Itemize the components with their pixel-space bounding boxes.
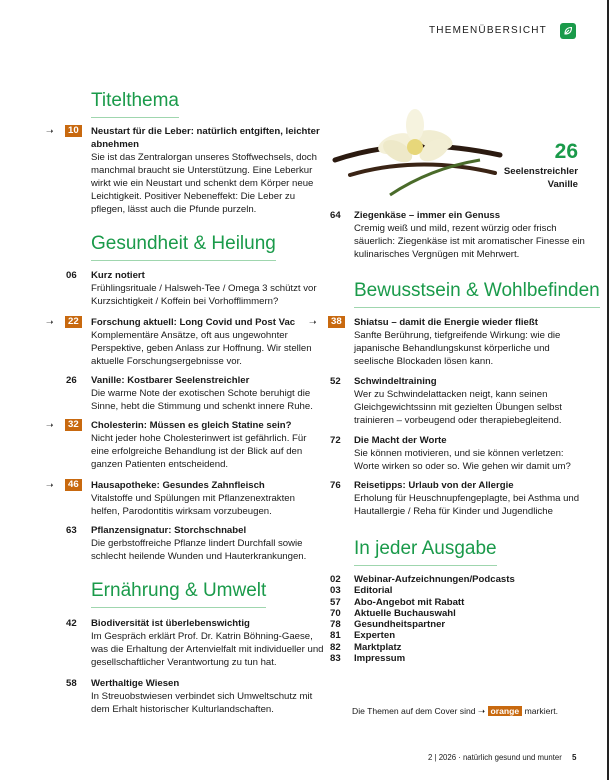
section-heading: Ernährung & Umwelt [91,579,266,608]
page-number: 57 [330,596,341,608]
entry-text: Erholung für Heuschnupfengeplagte, bei Asthma und Hautallergie / Reha für Kinder und Jugendliche [354,493,580,517]
cover-arrow-icon: ➝ [477,706,486,716]
regular-items-list [330,574,515,664]
entry-title: Die Macht der Worte [354,435,447,446]
item-label: Marktplatz [354,641,402,653]
entry-title: Schwindeltraining [354,376,437,387]
section-titelthema [91,89,179,118]
entry-title: Pflanzensignatur: Storchschnabel [91,525,247,536]
entry-title: Werthaltige Wiesen [91,678,180,689]
vanilla-flower-image [330,105,505,210]
entry-text: In Streuobstwiesen verbindet sich Umweltschutz mit dem Erhalt historischer Kulturlandschaften. [91,691,313,715]
toc-entry[interactable] [354,479,589,518]
entry-text: Die gerbstoffreiche Pflanze lindert Durchfall sowie schlecht heilende Wunden und Hauterkrankungen. [91,538,307,562]
page-number: 03 [330,585,341,597]
entry-title: Vanille: Kostbarer Seelenstreichler [91,375,250,386]
toc-entry[interactable] [91,316,326,368]
item-label: Impressum [354,653,406,665]
page-number: 78 [330,619,341,631]
page-number: 32 [65,419,82,431]
page-number: 64 [330,210,341,221]
page-number: 46 [65,479,82,491]
list-item[interactable] [330,608,515,619]
page-number: 52 [330,376,341,387]
toc-entry[interactable] [91,419,326,471]
page-number: 58 [66,678,77,689]
page-number: 06 [66,270,77,281]
footer-issue: 2 | 2026 · natürlich gesund und munter [428,753,562,762]
section-heading: Gesundheit & Heilung [91,232,276,261]
note-highlight: orange [488,706,523,716]
toc-entry[interactable] [354,375,589,427]
list-item[interactable] [330,653,515,664]
entry-title: Neustart für die Leber: natürlich entgiften, leichter abnehmen [91,126,320,150]
cover-arrow-icon: ➝ [46,420,53,430]
item-label: Experten [354,630,396,642]
footer-page-number: 5 [572,753,577,762]
entry-title: Hausapotheke: Gesundes Zahnfleisch [91,480,265,491]
toc-entry[interactable] [354,434,589,473]
item-label: Webinar-Aufzeichnungen/Podcasts [354,574,515,585]
list-item[interactable] [330,574,515,585]
item-label: Gesundheitspartner [354,619,446,631]
entry-text: Wer zu Schwindelattacken neigt, kann seinen Gleichgewichtssinn mit gezielten Übungen selbst trainieren – vorbeugend oder therapiebegleitend. [354,389,562,426]
toc-entry[interactable] [91,617,326,669]
item-label: Editorial [354,585,393,597]
toc-entry[interactable] [91,269,326,308]
entry-text: Sanfte Berührung, tiefgreifende Wirkung: wie die japanische Behandlungskunst körperliche und seelische Blockaden lösen kann. [354,330,561,367]
entry-title: Reisetipps: Urlaub von der Allergie [354,480,514,491]
toc-entry[interactable] [91,125,326,216]
section-gesundheit [91,232,276,261]
entry-text: Sie ist das Zentralorgan unseres Stoffwechsels, doch manchmal braucht sie Unterstützung. Eine Leberkur wirkt wie ein Neustart und schenkt dem Körper neue Leichtigkeit. Positiver Nebeneffekt: Die Leber zu pflegen, lässt auch die Pfunde purzeln. [91,152,317,215]
cover-arrow-icon: ➝ [46,126,53,136]
header-title: THEMENÜBERSICHT [428,25,547,36]
entry-title: Forschung aktuell: Long Covid und Post Vac [91,317,296,328]
section-ernaehrung [91,579,266,608]
toc-entry[interactable] [354,316,589,368]
section-heading: Titelthema [91,89,179,118]
cover-arrow-icon: ➝ [46,480,53,490]
entry-title: Cholesterin: Müssen es gleich Statine sein? [91,420,292,431]
page-number: 63 [66,525,77,536]
entry-text: Nicht jeder hohe Cholesterinwert ist gefährlich. Für eine erfolgreiche Behandlung ist der Blick auf den ganzen Patienten entscheidend. [91,433,307,470]
entry-text: Vitalstoffe und Spülungen mit Pflanzenextrakten helfen, Parodontitis wirksam vorzubeugen. [91,493,295,517]
entry-title: Shiatsu – damit die Energie wieder fließt [354,317,538,328]
section-bewusstsein [354,279,600,308]
entry-text: Frühlingsrituale / Halsweh-Tee / Omega 3 schützt vor Kurzsichtigkeit / Koffein bei Vorhofflimmern? [91,283,317,307]
toc-entry[interactable] [91,677,326,716]
page-number: 70 [330,607,341,619]
page-number: 81 [330,630,341,642]
entry-title: Kurz notiert [91,270,145,281]
entry-text: Im Gespräch erklärt Prof. Dr. Katrin Böhning-Gaese, was die Erhaltung der Artenvielfalt mit individueller und gesellschaftlicher Verantwortung zu tun hat. [91,631,324,668]
list-item[interactable] [330,597,515,608]
list-item[interactable] [330,619,515,630]
toc-entry[interactable] [91,374,326,413]
section-ausgabe [354,537,497,566]
page-number: 42 [66,618,77,629]
page-number: 02 [330,574,341,585]
toc-entry[interactable] [354,209,589,261]
entry-text: Sie können motivieren, und sie können verletzen: Worte wirken so oder so. Wie gehen wir damit um? [354,448,571,472]
page-number: 26 [66,375,77,386]
note-text: Die Themen auf dem Cover sind [352,706,476,716]
page-number: 22 [65,316,82,328]
leaf-icon [560,23,576,39]
page-number: 38 [328,316,345,328]
item-label: Abo-Angebot mit Rabatt [354,596,465,608]
cover-arrow-icon: ➝ [309,317,316,327]
entry-text: Cremig weiß und mild, rezent würzig oder frisch säuerlich: Ziegenkäse ist mit aromatischer Finesse ein kulinarisches Vergnügen mit Mehrwert. [354,223,585,260]
list-item[interactable] [330,585,515,596]
page-number: 72 [330,435,341,446]
item-label: Aktuelle Buchauswahl [354,607,456,619]
cover-arrow-icon: ➝ [46,317,53,327]
page-number: 10 [65,125,82,137]
section-heading: In jeder Ausgabe [354,537,497,566]
entry-text: Die warme Note der exotischen Schote beruhigt die Sinne, hebt die Stimmung und schenkt innere Ruhe. [91,388,313,412]
entry-title: Biodiversität ist überlebenswichtig [91,618,250,629]
feature-page-number: 26 [554,140,578,163]
list-item[interactable] [330,630,515,641]
section-heading: Bewusstsein & Wohlbefinden [354,279,600,308]
toc-entry[interactable] [91,479,326,518]
toc-entry[interactable] [91,524,326,563]
page-number: 82 [330,641,341,653]
list-item[interactable] [330,642,515,653]
page-number: 76 [330,480,341,491]
page-number: 83 [330,653,341,665]
feature-caption: Seelenstreichler Vanille [503,166,578,190]
entry-text: Komplementäre Ansätze, oft aus ungewohnter Perspektive, geben Anlass zur Hoffnung. Wir stellen aktuelle Forschungsergebnisse vor. [91,330,312,367]
cover-note [352,706,558,717]
note-text-end: markiert. [524,706,559,716]
entry-title: Ziegenkäse – immer ein Genuss [354,210,501,221]
